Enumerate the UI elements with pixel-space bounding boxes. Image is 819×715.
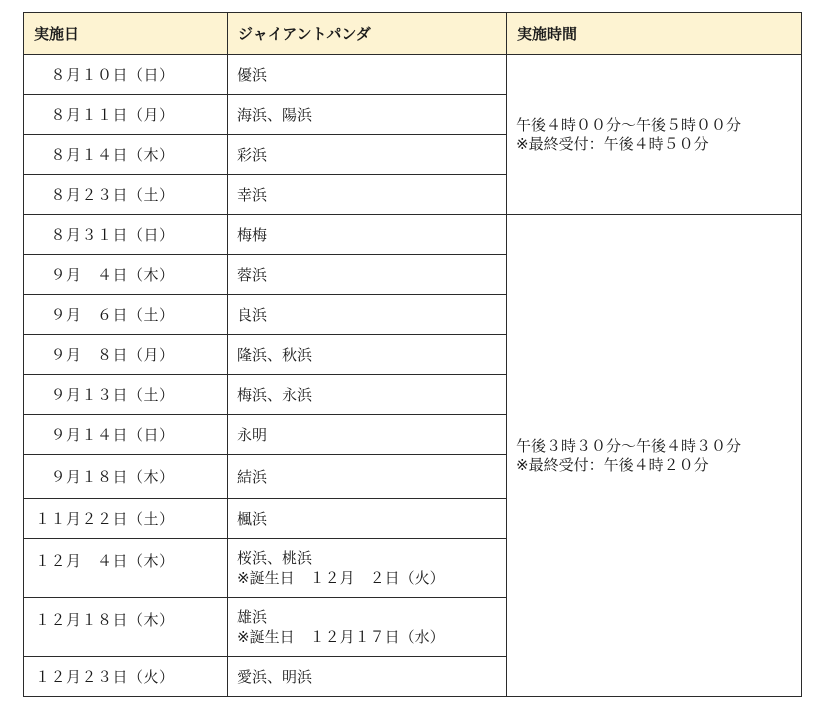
schedule-table-wrapper bbox=[23, 12, 801, 697]
panda-cell: 永明 bbox=[228, 415, 507, 455]
header-panda: ジャイアントパンダ bbox=[228, 13, 507, 55]
panda-cell bbox=[228, 539, 507, 598]
date-cell: ８月１０日（日） bbox=[24, 55, 228, 95]
date-cell: １２月２３日（火） bbox=[24, 657, 228, 697]
date-cell: ９月 ４日（木） bbox=[24, 255, 228, 295]
last-entry-note: ※最終受付：午後４時２０分 bbox=[516, 455, 709, 474]
header-time: 実施時間 bbox=[507, 13, 802, 55]
panda-cell: 幸浜 bbox=[228, 175, 507, 215]
time-cell bbox=[507, 215, 802, 697]
last-entry-note: ※最終受付：午後４時５０分 bbox=[516, 134, 709, 153]
date-cell: ９月１３日（土） bbox=[24, 375, 228, 415]
panda-cell: 隆浜、秋浜 bbox=[228, 335, 507, 375]
date-cell: １２月１８日（木） bbox=[24, 598, 228, 657]
date-cell: ８月３１日（日） bbox=[24, 215, 228, 255]
date-cell: ９月 ６日（土） bbox=[24, 295, 228, 335]
birthday-note: ※誕生日 １２月 ２日（火） bbox=[237, 569, 445, 587]
panda-cell: 蓉浜 bbox=[228, 255, 507, 295]
header-date: 実施日 bbox=[24, 13, 228, 55]
time-range: 午後４時００分〜午後５時００分 bbox=[516, 115, 742, 134]
date-cell: １２月 ４日（木） bbox=[24, 539, 228, 598]
panda-names: 雄浜 bbox=[237, 608, 268, 626]
panda-names: 桜浜、桃浜 bbox=[237, 549, 313, 567]
panda-cell: 結浜 bbox=[228, 455, 507, 499]
date-cell: ８月２３日（土） bbox=[24, 175, 228, 215]
table-row bbox=[24, 55, 802, 95]
table-header-row bbox=[24, 13, 802, 55]
time-cell bbox=[507, 55, 802, 215]
panda-cell: 優浜 bbox=[228, 55, 507, 95]
panda-cell: 彩浜 bbox=[228, 135, 507, 175]
birthday-note: ※誕生日 １２月１７日（水） bbox=[237, 628, 445, 646]
panda-cell: 愛浜、明浜 bbox=[228, 657, 507, 697]
panda-cell: 良浜 bbox=[228, 295, 507, 335]
date-cell: ９月１８日（木） bbox=[24, 455, 228, 499]
panda-cell bbox=[228, 598, 507, 657]
date-cell: ９月１４日（日） bbox=[24, 415, 228, 455]
date-cell: １１月２２日（土） bbox=[24, 499, 228, 539]
time-range: 午後３時３０分〜午後４時３０分 bbox=[516, 436, 742, 455]
date-cell: ９月 ８日（月） bbox=[24, 335, 228, 375]
panda-cell: 楓浜 bbox=[228, 499, 507, 539]
panda-cell: 梅浜、永浜 bbox=[228, 375, 507, 415]
schedule-table bbox=[23, 12, 802, 697]
table-row bbox=[24, 215, 802, 255]
panda-cell: 梅梅 bbox=[228, 215, 507, 255]
date-cell: ８月１１日（月） bbox=[24, 95, 228, 135]
panda-cell: 海浜、陽浜 bbox=[228, 95, 507, 135]
date-cell: ８月１４日（木） bbox=[24, 135, 228, 175]
